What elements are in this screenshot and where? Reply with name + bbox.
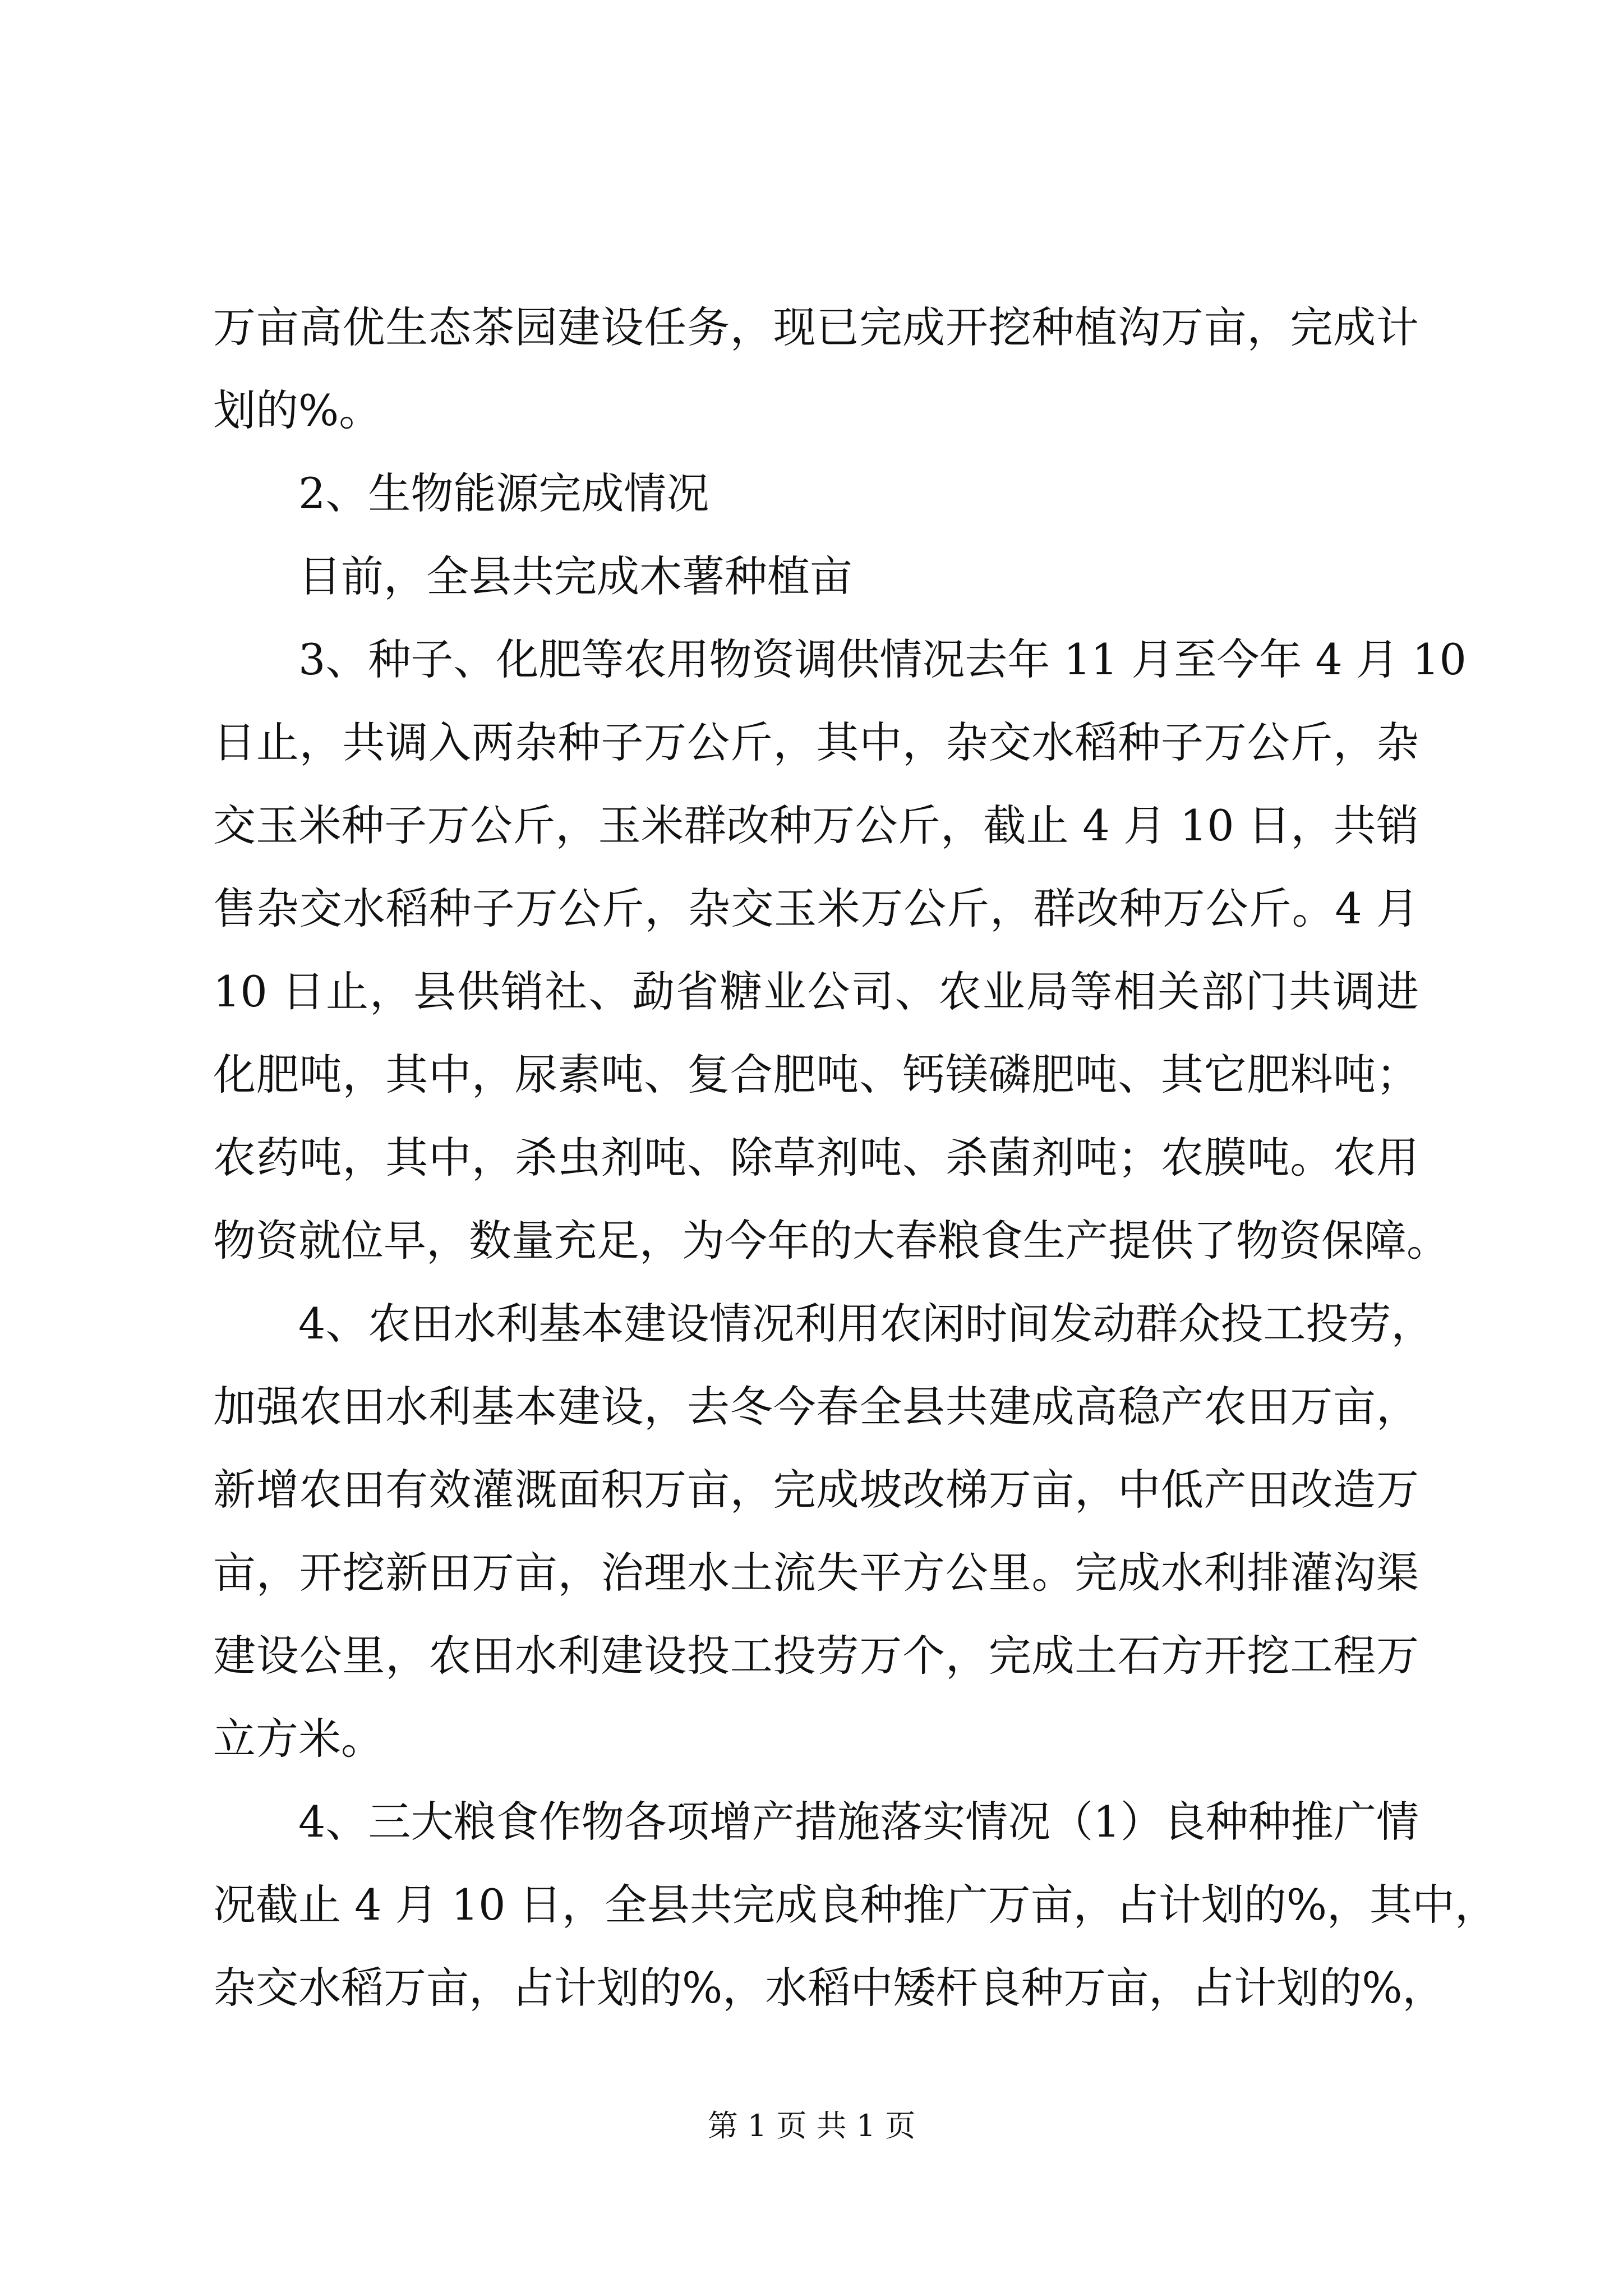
text-line: 交玉米种子万公斤，玉米群改种万公斤，截止 4 月 10 日，共销 <box>213 800 1419 850</box>
text-line: 划的%。 <box>213 385 382 435</box>
text-line: 农药吨，其中，杀虫剂吨、除草剂吨、杀菌剂吨；农膜吨。农用 <box>213 1133 1419 1182</box>
text-line: 加强农田水利基本建设，去冬今春全县共建成高稳产农田万亩， <box>213 1382 1419 1432</box>
text-line: 2、生物能源完成情况 <box>298 468 709 518</box>
text-line: 亩，开挖新田万亩，治理水土流失平方公里。完成水利排灌沟渠 <box>213 1548 1419 1598</box>
text-line: 售杂交水稻种子万公斤，杂交玉米万公斤，群改种万公斤。4 月 <box>213 884 1419 933</box>
text-line: 目前，全县共完成木薯种植亩 <box>298 551 852 601</box>
text-line: 杂交水稻万亩，占计划的%，水稻中矮杆良种万亩，占计划的%， <box>213 1963 1445 2013</box>
text-line: 建设公里，农田水利建设投工投劳万个，完成土石方开挖工程万 <box>213 1631 1419 1681</box>
page-footer: 第 1 页 共 1 页 <box>707 2108 916 2143</box>
document-body <box>213 286 1497 2030</box>
text-line: 4、农田水利基本建设情况利用农闲时间发动群众投工投劳， <box>298 1299 1434 1349</box>
text-line: 况截止 4 月 10 日，全县共完成良种推广万亩，占计划的%，其中， <box>213 1880 1497 1930</box>
text-line: 4、三大粮食作物各项增产措施落实情况（1）良种种推广情 <box>298 1797 1419 1847</box>
text-line: 日止，共调入两杂种子万公斤，其中，杂交水稻种子万公斤，杂 <box>213 717 1419 767</box>
text-line: 物资就位早，数量充足，为今年的大春粮食生产提供了物资保障。 <box>213 1216 1449 1266</box>
text-line: 3、种子、化肥等农用物资调供情况去年 11 月至今年 4 月 10 <box>298 634 1467 684</box>
text-line: 新增农田有效灌溉面积万亩，完成坡改梯万亩，中低产田改造万 <box>213 1465 1419 1515</box>
text-line: 万亩高优生态茶园建设任务，现已完成开挖种植沟万亩，完成计 <box>213 302 1419 352</box>
text-line: 立方米。 <box>213 1714 384 1764</box>
text-line: 10 日止，县供销社、勐省糖业公司、农业局等相关部门共调进 <box>213 967 1419 1016</box>
text-line: 化肥吨，其中，尿素吨、复合肥吨、钙镁磷肥吨、其它肥料吨； <box>213 1050 1419 1099</box>
